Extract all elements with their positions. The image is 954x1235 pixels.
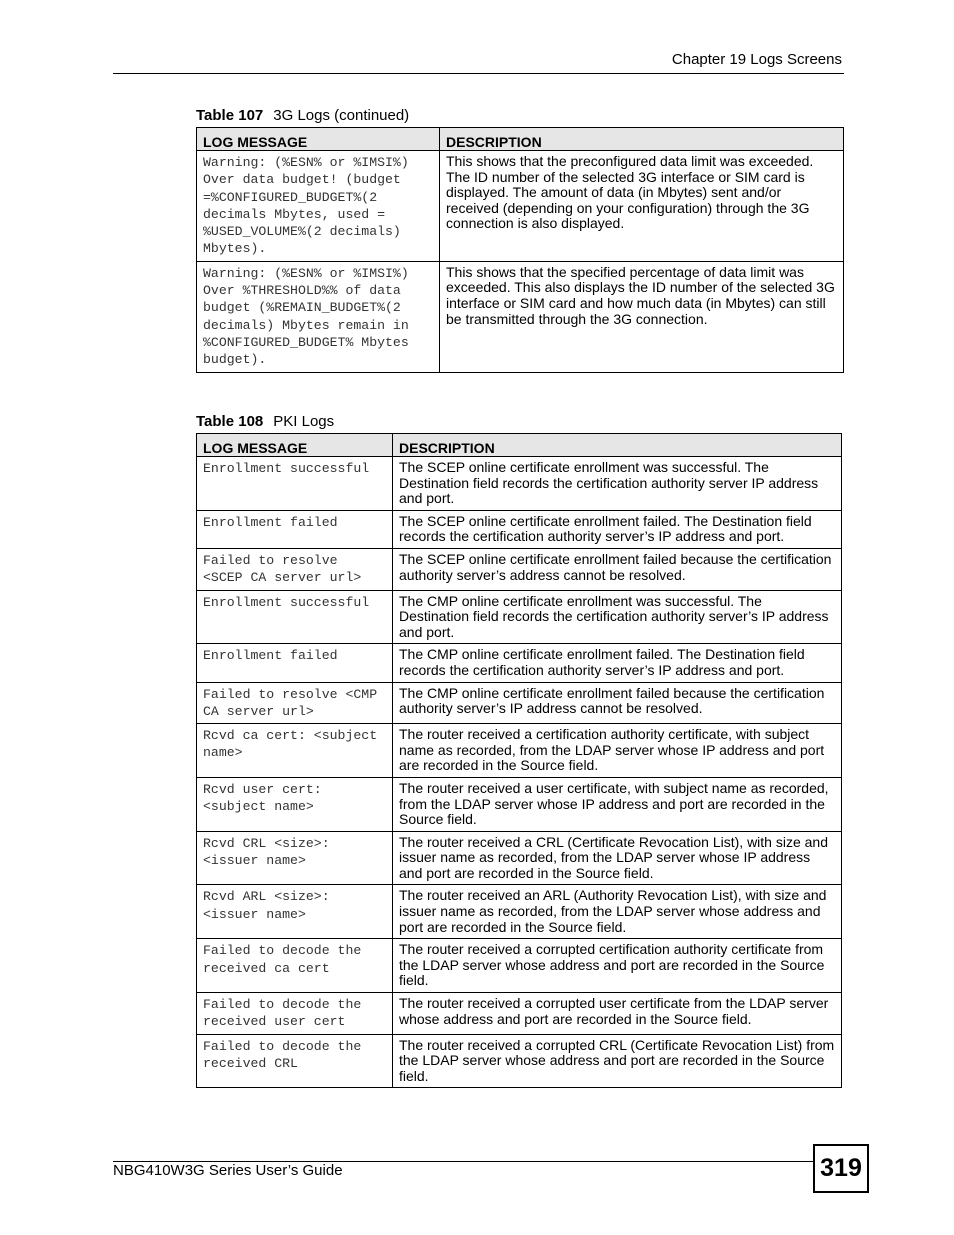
log-message-cell: Failed to decode the received user cert (197, 993, 393, 1035)
description-cell: The SCEP online certificate enrollment failed because the certification authority server’s address cannot be resolved. (393, 548, 842, 590)
description-cell: The router received a corrupted certification authority certificate from the LDAP server whose address and port are recorded in the Source field. (393, 939, 842, 993)
chapter-title: Chapter 19 Logs Screens (671, 51, 842, 68)
table-label: Table 108 (196, 413, 264, 430)
table-row (197, 261, 844, 372)
table-row (197, 682, 842, 724)
description-cell: The SCEP online certificate enrollment was successful. The Destination field records the certification authority server IP address and port. (393, 457, 842, 511)
table-body (197, 151, 844, 373)
description-cell: This shows that the specified percentage of data limit was exceeded. This also displays the ID number of the selected 3G interface or SIM card and how much data (in Mbytes) can still be transmitted through the 3G connection. (440, 261, 844, 372)
table-body (197, 457, 842, 1088)
table-row (197, 457, 842, 511)
description-cell: The router received an ARL (Authority Revocation List), with size and issuer name as recorded, from the LDAP server whose address and port are recorded in the Source field. (393, 885, 842, 939)
table-row (197, 777, 842, 831)
log-message-cell: Warning: (%ESN% or %IMSI%) Over data budget! (budget =%CONFIGURED_BUDGET%(2 decimals Mbytes, used = %USED_VOLUME%(2 decimals) Mbytes). (197, 151, 440, 262)
description-cell: The router received a certification authority certificate, with subject name as recorded, from the LDAP server whose IP address and port are recorded in the Source field. (393, 724, 842, 778)
description-cell: The CMP online certificate enrollment was successful. The Destination field records the certification authority server’s IP address and port. (393, 590, 842, 644)
column-header-log-message: LOG MESSAGE (197, 434, 393, 457)
log-message-cell: Rcvd ca cert: <subject name> (197, 724, 393, 778)
table-108-caption (196, 413, 334, 430)
column-header-description: DESCRIPTION (393, 434, 842, 457)
description-cell: The router received a user certificate, with subject name as recorded, from the LDAP server whose IP address and port are recorded in the Source field. (393, 777, 842, 831)
column-header-log-message: LOG MESSAGE (197, 128, 440, 151)
guide-title: NBG410W3G Series User’s Guide (113, 1162, 343, 1179)
description-cell: The CMP online certificate enrollment failed. The Destination field records the certification authority server’s IP address and port. (393, 644, 842, 682)
table-3g-logs (196, 127, 844, 373)
table-row (197, 724, 842, 778)
table-row (197, 510, 842, 548)
log-message-cell: Enrollment successful (197, 457, 393, 511)
log-message-cell: Enrollment successful (197, 590, 393, 644)
table-row (197, 548, 842, 590)
table-row (197, 885, 842, 939)
table-row (197, 993, 842, 1035)
page-number: 319 (813, 1144, 869, 1193)
table-row (197, 831, 842, 885)
table-row (197, 644, 842, 682)
description-cell: The router received a CRL (Certificate Revocation List), with size and issuer name as recorded, from the LDAP server whose IP address and port are recorded in the Source field. (393, 831, 842, 885)
description-cell: This shows that the preconfigured data limit was exceeded. The ID number of the selected 3G interface or SIM card is displayed. The amount of data (in Mbytes) sent and/or received (depending on your configuration) through the 3G connection is also displayed. (440, 151, 844, 262)
table-row (197, 939, 842, 993)
table-row (197, 590, 842, 644)
table-row (197, 151, 844, 262)
column-header-description: DESCRIPTION (440, 128, 844, 151)
table-pki-logs (196, 433, 842, 1088)
table-107-caption (196, 107, 409, 124)
log-message-cell: Enrollment failed (197, 510, 393, 548)
log-message-cell: Enrollment failed (197, 644, 393, 682)
table-row (197, 1034, 842, 1088)
log-message-cell: Failed to resolve <SCEP CA server url> (197, 548, 393, 590)
table-title: PKI Logs (273, 413, 335, 430)
log-message-cell: Rcvd CRL <size>: <issuer name> (197, 831, 393, 885)
description-cell: The router received a corrupted user certificate from the LDAP server whose address and port are recorded in the Source field. (393, 993, 842, 1035)
log-message-cell: Rcvd ARL <size>: <issuer name> (197, 885, 393, 939)
log-message-cell: Failed to decode the received CRL (197, 1034, 393, 1088)
description-cell: The CMP online certificate enrollment failed because the certification authority server’s IP address cannot be resolved. (393, 682, 842, 724)
table-label: Table 107 (196, 107, 264, 124)
log-message-cell: Rcvd user cert: <subject name> (197, 777, 393, 831)
log-message-cell: Failed to resolve <CMP CA server url> (197, 682, 393, 724)
header-divider (113, 73, 844, 74)
log-message-cell: Failed to decode the received ca cert (197, 939, 393, 993)
description-cell: The SCEP online certificate enrollment failed. The Destination field records the certification authority server’s IP address and port. (393, 510, 842, 548)
log-message-cell: Warning: (%ESN% or %IMSI%) Over %THRESHOLD%% of data budget (%REMAIN_BUDGET%(2 decimals) Mbytes remain in %CONFIGURED_BUDGET% Mbytes budget). (197, 261, 440, 372)
description-cell: The router received a corrupted CRL (Certificate Revocation List) from the LDAP server whose address and port are recorded in the Source field. (393, 1034, 842, 1088)
table-title: 3G Logs (continued) (273, 107, 410, 124)
